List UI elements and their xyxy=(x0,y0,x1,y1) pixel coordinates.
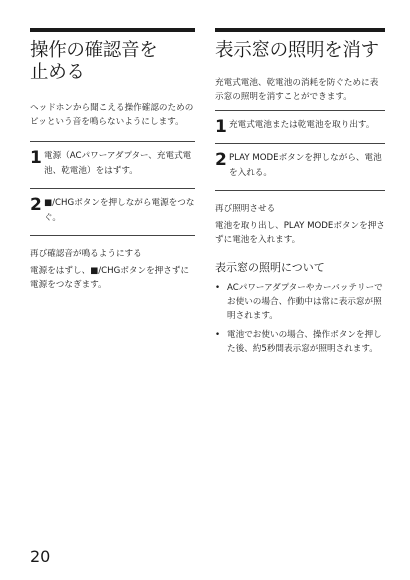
left-step-2-number: 2 xyxy=(30,195,42,215)
right-bullet-2 xyxy=(215,328,385,356)
right-bullet-1 xyxy=(215,281,385,323)
right-step-1-number: 1 xyxy=(215,117,227,137)
right-divider-1 xyxy=(215,110,385,111)
right-relight-heading: 再び照明させる xyxy=(215,204,276,214)
right-bullet-1-text: ACパワーアダプターやカーバッテリーでお使いの場合、作動中は常に表示窓が照明されます。 xyxy=(227,283,383,321)
right-heading-rule xyxy=(215,28,385,62)
left-heading xyxy=(30,40,195,84)
right-step-2-text: PLAY MODEボタンを押しながら、電池を入れる。 xyxy=(229,153,382,178)
bullet-dot-icon: • xyxy=(215,283,221,293)
left-intro: ヘッドホンから聞こえる操作確認のためのピッという音を鳴らないようにします。 xyxy=(30,103,194,127)
left-heading-line1: 操作の確認音を xyxy=(30,40,158,61)
left-heading-line2: 止める xyxy=(30,62,85,83)
right-step-1 xyxy=(215,118,385,136)
left-step-1-text: 電源（ACパワーアダプター、充電式電池、乾電池）をはずす。 xyxy=(44,151,192,176)
left-step-2 xyxy=(30,196,195,226)
left-divider-2 xyxy=(30,188,195,189)
right-relight-text: 電池を取り出し、PLAY MODEボタンを押さずに電池を入れます。 xyxy=(215,221,385,245)
right-bullet-list xyxy=(215,281,385,356)
left-restore-heading: 再び確認音が鳴るようにする xyxy=(30,249,142,259)
left-column xyxy=(30,28,195,292)
left-divider-3 xyxy=(30,235,195,236)
right-step-1-text: 充電式電池または乾電池を取り出す。 xyxy=(229,120,375,130)
right-step-2 xyxy=(215,151,385,181)
right-divider-2 xyxy=(215,143,385,144)
right-column xyxy=(215,28,385,356)
right-intro: 充電式電池、乾電池の消耗を防ぐために表示窓の照明を消すことができます。 xyxy=(215,78,379,102)
left-restore-text: 電源をはずし、■/CHGボタンを押さずに電源をつなぎます。 xyxy=(30,266,190,290)
right-step-2-number: 2 xyxy=(215,150,227,170)
left-step-1 xyxy=(30,149,195,179)
right-heading: 表示窓の照明を消す xyxy=(215,40,379,61)
left-step-2-text: ■/CHGボタンを押しながら電源をつなぐ。 xyxy=(44,198,195,223)
left-heading-rule xyxy=(30,28,195,84)
bullet-dot-icon: • xyxy=(215,330,221,340)
left-divider-1 xyxy=(30,141,195,142)
right-divider-3 xyxy=(215,190,385,191)
right-about-title: 表示窓の照明について xyxy=(215,261,325,274)
page-number: 20 xyxy=(30,547,51,566)
left-step-1-number: 1 xyxy=(30,148,42,168)
right-bullet-2-text: 電池でお使いの場合、操作ボタンを押した後、約5秒間表示窓が照明されます。 xyxy=(227,330,382,354)
